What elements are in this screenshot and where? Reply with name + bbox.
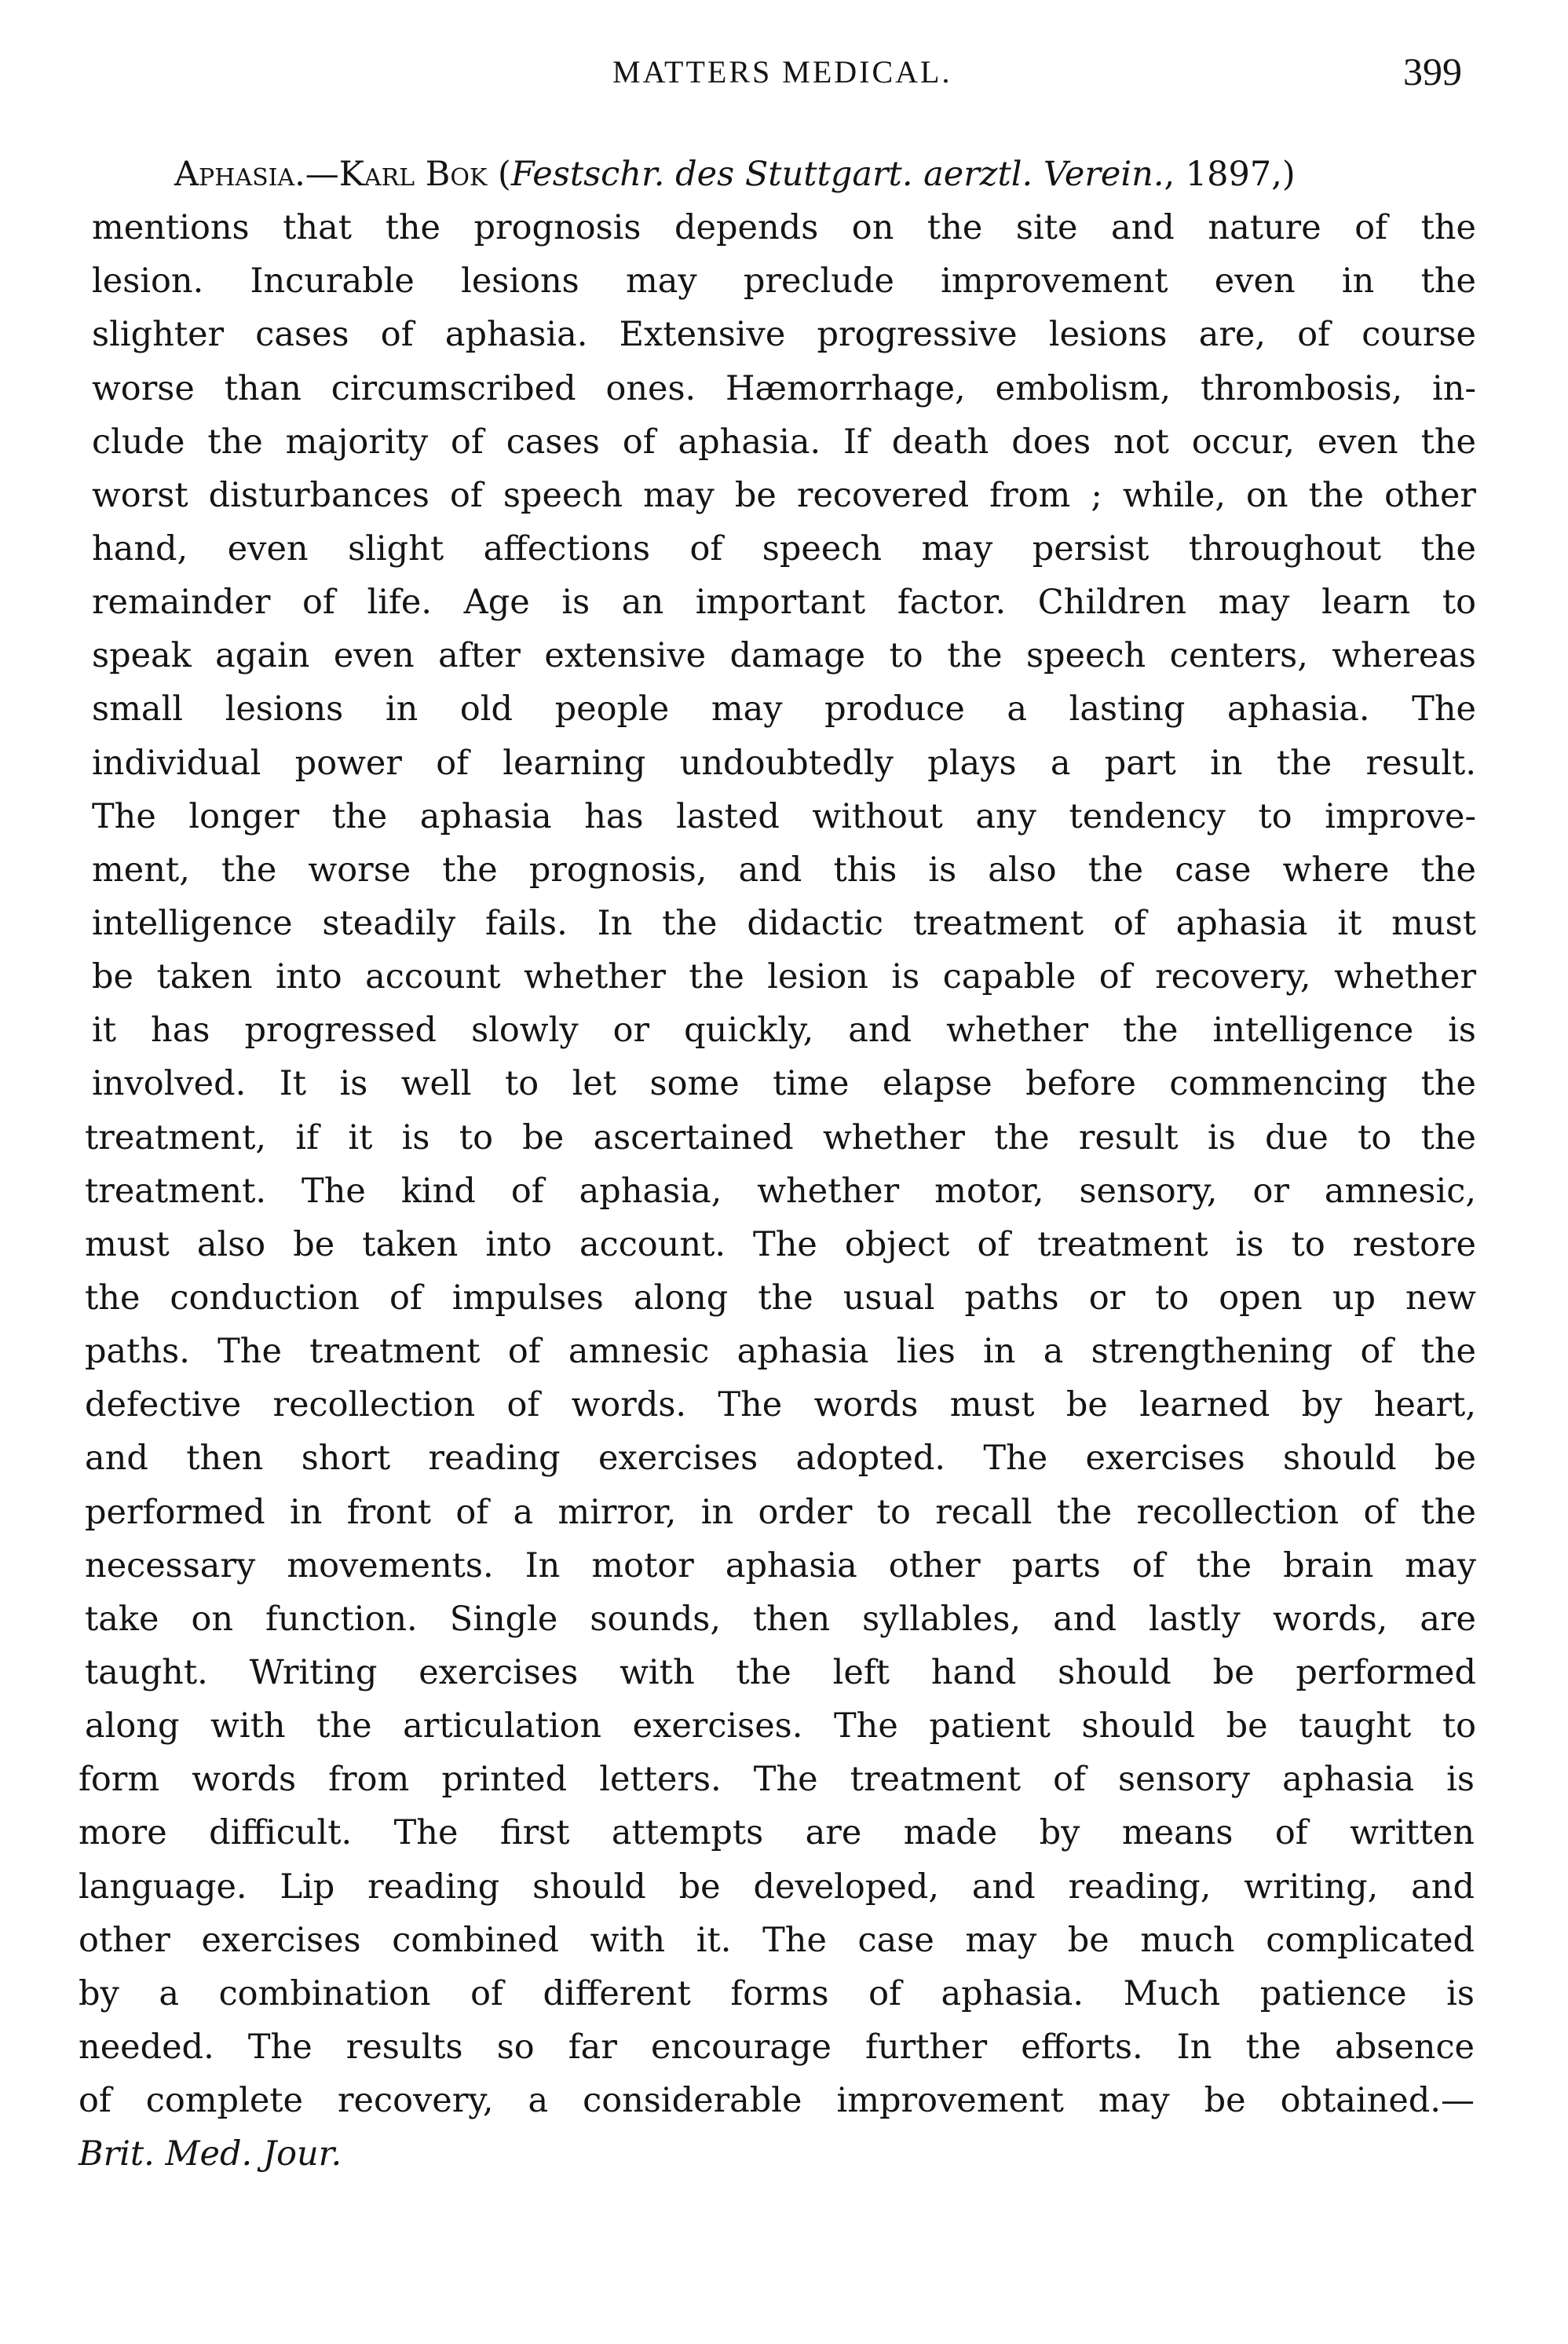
text-line: performed in front of a mirror, in order to recall the recollection of the bbox=[85, 1492, 1476, 1532]
running-title: MATTERS MEDICAL. bbox=[612, 54, 952, 90]
text-line: defective recollection of words. The words must be learned by heart, bbox=[85, 1385, 1476, 1425]
text-line: treatment, if it is to be ascertained whether the result is due to the bbox=[85, 1117, 1476, 1157]
text-line: be taken into account whether the lesion is capable of recovery, whether bbox=[92, 957, 1476, 997]
text-line: form words from printed letters. The treatment of sensory aphasia is bbox=[79, 1760, 1475, 1800]
text-line: mentions that the prognosis depends on the site and nature of the bbox=[92, 208, 1476, 248]
text-line: other exercises combined with it. The case may be much complicated bbox=[79, 1920, 1475, 1960]
running-head bbox=[0, 39, 1568, 102]
text-line: language. Lip reading should be developed, and reading, writing, and bbox=[79, 1867, 1475, 1907]
text-line: needed. The results so far encourage further efforts. In the absence bbox=[79, 2027, 1475, 2067]
text-line: individual power of learning undoubtedly plays a part in the result. bbox=[92, 743, 1476, 783]
text-line: it has progressed slowly or quickly, and whether the intelligence is bbox=[92, 1011, 1476, 1051]
text-segment: ( bbox=[487, 155, 511, 194]
text-line: the conduction of impulses along the usual paths or to open up new bbox=[85, 1278, 1476, 1318]
text-line: along with the articulation exercises. The patient should be taught to bbox=[85, 1706, 1476, 1746]
text-line: slighter cases of aphasia. Extensive progressive lesions are, of course bbox=[92, 315, 1476, 355]
text-segment: Festschr. des Stuttgart. aerztl. Verein. bbox=[510, 155, 1164, 194]
text-line: by a combination of different forms of aphasia. Much patience is bbox=[79, 1973, 1475, 2013]
text-line: of complete recovery, a considerable improvement may be obtained.— bbox=[79, 2081, 1475, 2121]
text-line: taught. Writing exercises with the left hand should be performed bbox=[85, 1652, 1476, 1692]
text-line: necessary movements. In motor aphasia other parts of the brain may bbox=[85, 1545, 1476, 1585]
text-line: and then short reading exercises adopted. The exercises should be bbox=[85, 1439, 1476, 1479]
text-line: intelligence steadily fails. In the didactic treatment of aphasia it must bbox=[92, 903, 1476, 943]
text-line: clude the majority of cases of aphasia. If death does not occur, even the bbox=[92, 422, 1476, 462]
text-segment: , 1897,) bbox=[1164, 155, 1296, 194]
text-line: remainder of life. Age is an important factor. Children may learn to bbox=[92, 583, 1476, 623]
text-line: take on function. Single sounds, then syllables, and lastly words, are bbox=[85, 1599, 1476, 1639]
text-line: worst disturbances of speech may be recovered from ; while, on the other bbox=[92, 475, 1476, 515]
text-segment: Aphasia.—Karl Bok bbox=[174, 155, 488, 194]
text-line: hand, even slight affections of speech may persist throughout the bbox=[92, 528, 1476, 569]
text-line: lesion. Incurable lesions may preclude improvement even in the bbox=[92, 261, 1476, 302]
text-line: must also be taken into account. The object of treatment is to restore bbox=[85, 1224, 1476, 1264]
text-line: more difficult. The first attempts are made by means of written bbox=[79, 1813, 1475, 1853]
text-line: ment, the worse the prognosis, and this is also the case where the bbox=[92, 850, 1476, 890]
text-line: The longer the aphasia has lasted without any tendency to improve- bbox=[92, 796, 1476, 836]
article-body bbox=[0, 148, 1568, 2181]
text-line: treatment. The kind of aphasia, whether motor, sensory, or amnesic, bbox=[85, 1171, 1476, 1211]
text-line bbox=[174, 148, 1476, 201]
text-line: speak again even after extensive damage to the speech centers, whereas bbox=[92, 636, 1476, 676]
text-line: small lesions in old people may produce a lasting aphasia. The bbox=[92, 689, 1476, 730]
text-line: involved. It is well to let some time elapse before commencing the bbox=[92, 1064, 1476, 1104]
text-line: worse than circumscribed ones. Hæmorrhage, embolism, thrombosis, in- bbox=[92, 368, 1476, 408]
text-line: Brit. Med. Jour. bbox=[79, 2134, 342, 2174]
page-number: 399 bbox=[1403, 49, 1462, 93]
text-line: paths. The treatment of amnesic aphasia lies in a strengthening of the bbox=[85, 1332, 1476, 1372]
